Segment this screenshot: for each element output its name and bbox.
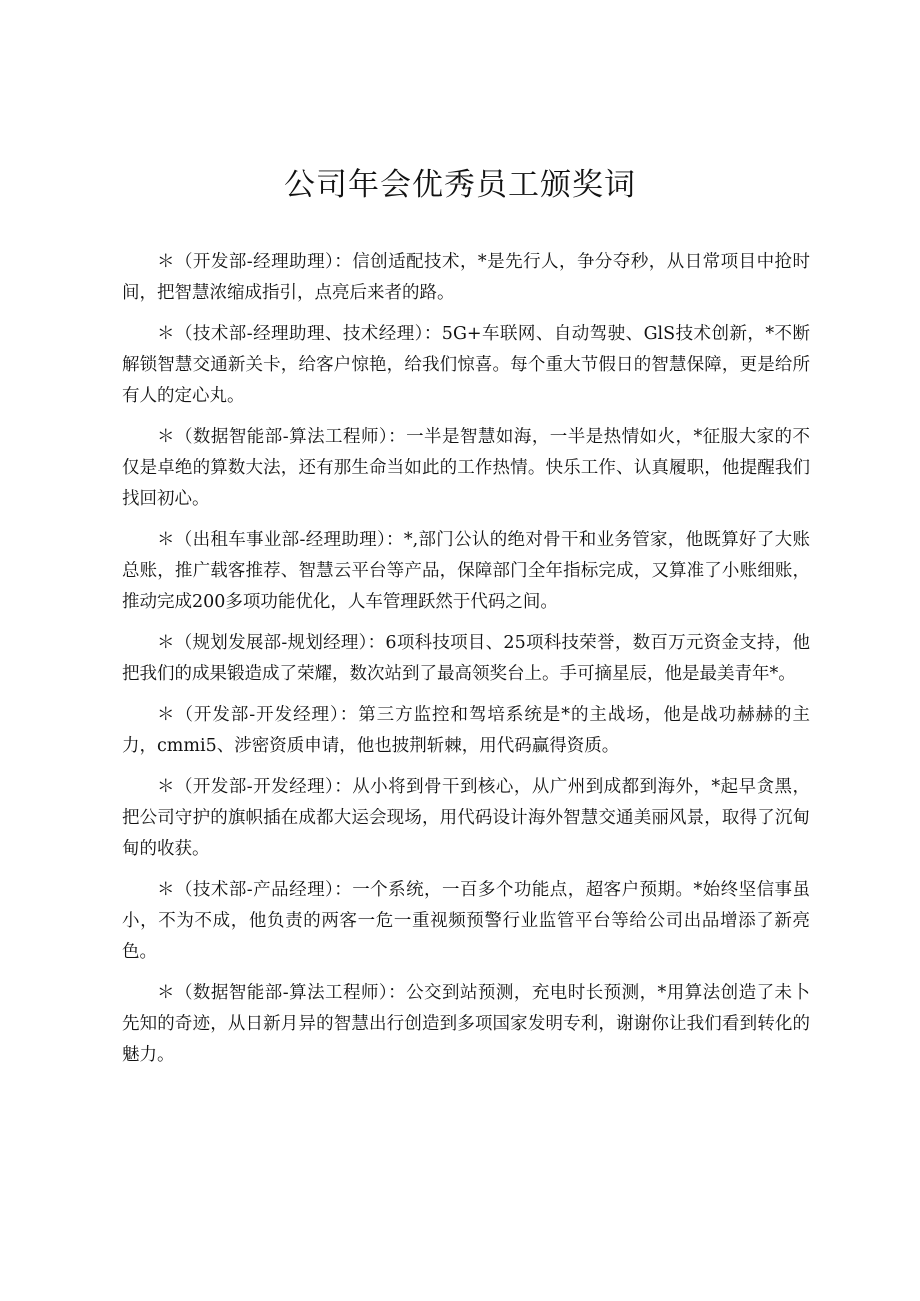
document-title: 公司年会优秀员工颁奖词 xyxy=(284,167,636,203)
award-paragraph: ＊（数据智能部-算法工程师）：公交到站预测，充电时长预测，*用算法创造了未卜先知的奇迹，从日新月异的智慧出行创造到多项国家发明专利，谢谢你让我们看到转化的魅力。 xyxy=(122,983,810,1065)
award-paragraph: ＊（数据智能部-算法工程师）：一半是智慧如海，一半是热情如火，*征服大家的不仅是卓绝的算数大法，还有那生命当如此的工作热情。快乐工作、认真履职，他提醒我们找回初心。 xyxy=(122,427,810,509)
award-paragraph: ＊（开发部-经理助理）：信创适配技术，*是先行人，争分夺秒，从日常项目中抢时间，把智慧浓缩成指引，点亮后来者的路。 xyxy=(122,252,810,303)
document-body xyxy=(122,247,810,1081)
award-paragraph: ＊（开发部-开发经理）：从小将到骨干到核心，从广州到成都到海外，*起早贪黑，把公司守护的旗帜插在成都大运会现场，用代码设计海外智慧交通美丽风景，取得了沉甸甸的收获。 xyxy=(122,777,810,859)
award-paragraph: ＊（开发部-开发经理）：第三方监控和驾培系统是*的主战场，他是战功赫赫的主力，cmmi5、涉密资质申请，他也披荆斩棘，用代码赢得资质。 xyxy=(122,705,810,756)
award-paragraph: ＊（技术部-经理助理、技术经理）：5G+车联网、自动驾驶、GlS技术创新，*不断解锁智慧交通新关卡，给客户惊艳，给我们惊喜。每个重大节假日的智慧保障，更是给所有人的定心丸。 xyxy=(122,324,810,406)
award-paragraph: ＊（规划发展部-规划经理）：6项科技项目、25项科技荣誉，数百万元资金支持，他把我们的成果锻造成了荣耀，数次站到了最高领奖台上。手可摘星辰，他是最美青年*。 xyxy=(122,633,810,684)
award-paragraph: ＊（出租车事业部-经理助理）：*,部门公认的绝对骨干和业务管家，他既算好了大账总账，推广载客推荐、智慧云平台等产品，保障部门全年指标完成，又算准了小账细账，推动完成200多项功能优化，人车管理跃然于代码之间。 xyxy=(122,530,810,612)
award-paragraph: ＊（技术部-产品经理）：一个系统，一百多个功能点，超客户预期。*始终坚信事虽小，不为不成，他负责的两客一危一重视频预警行业监管平台等给公司出品增添了新亮色。 xyxy=(122,880,810,962)
